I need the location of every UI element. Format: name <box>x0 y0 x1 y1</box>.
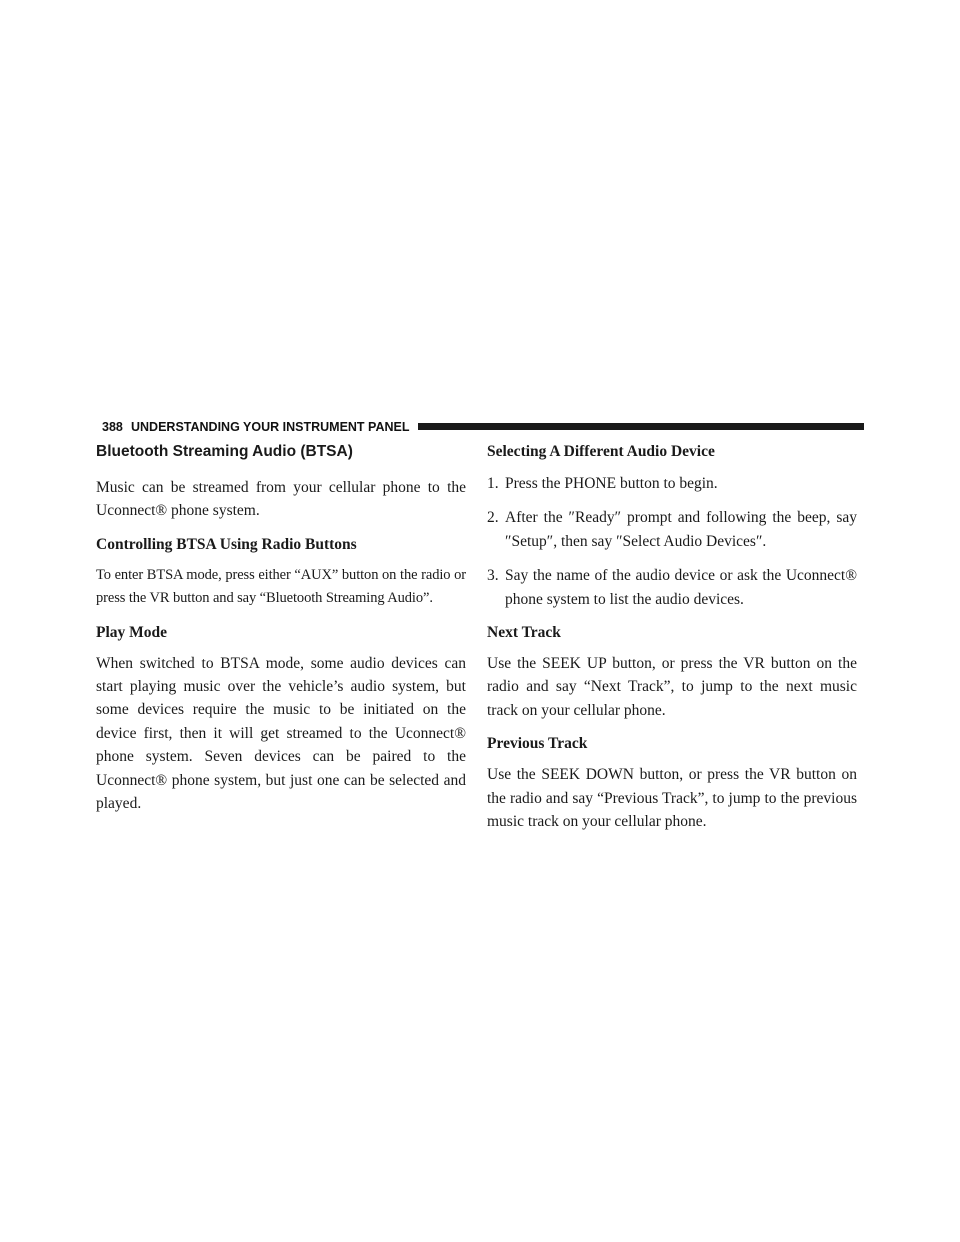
list-item: 1. Press the PHONE button to begin. <box>487 475 718 492</box>
page-number: 388 <box>102 420 123 434</box>
next-track-text: Use the SEEK UP button, or press the VR button on the radio and say “Next Track”, to jump to the next music track on your cellular phone. <box>487 655 857 719</box>
list-item: 3. Say the name of the audio device or ask the Uconnect® phone system to list the audio devices. <box>487 567 857 608</box>
right-column <box>487 442 857 845</box>
play-mode-text: When switched to BTSA mode, some audio devices can start playing music over the vehicle’s audio system, but some devices require the music to be initiated on the device first, then it will get streamed to the Uconnect® phone system. Seven devices can be paired to the Uconnect® phone system, but just one can be selected and played. <box>96 654 466 813</box>
selecting-heading: Selecting A Different Audio Device <box>487 443 715 460</box>
previous-track-heading: Previous Track <box>487 735 588 753</box>
left-column <box>96 442 466 827</box>
section-title: UNDERSTANDING YOUR INSTRUMENT PANEL <box>131 420 410 434</box>
btsa-intro: Music can be streamed from your cellular phone to the Uconnect® phone system. <box>96 479 466 520</box>
controlling-text: To enter BTSA mode, press either “AUX” button on the radio or press the VR button and say “Bluetooth Streaming Audio”. <box>96 566 466 607</box>
steps-list <box>487 472 857 611</box>
header-rule <box>418 423 864 430</box>
previous-track-text: Use the SEEK DOWN button, or press the VR button on the radio and say “Previous Track”, to jump to the previous music track on your cellular phone. <box>487 766 857 831</box>
btsa-heading: Bluetooth Streaming Audio (BTSA) <box>96 443 353 460</box>
play-mode-heading: Play Mode <box>96 623 168 641</box>
list-item: 2. After the ″Ready″ prompt and following the beep, say ″Setup″, then say ″Select Audio Devices″. <box>487 509 857 550</box>
next-track-heading: Next Track <box>487 624 561 642</box>
controlling-heading: Controlling BTSA Using Radio Buttons <box>96 535 357 553</box>
